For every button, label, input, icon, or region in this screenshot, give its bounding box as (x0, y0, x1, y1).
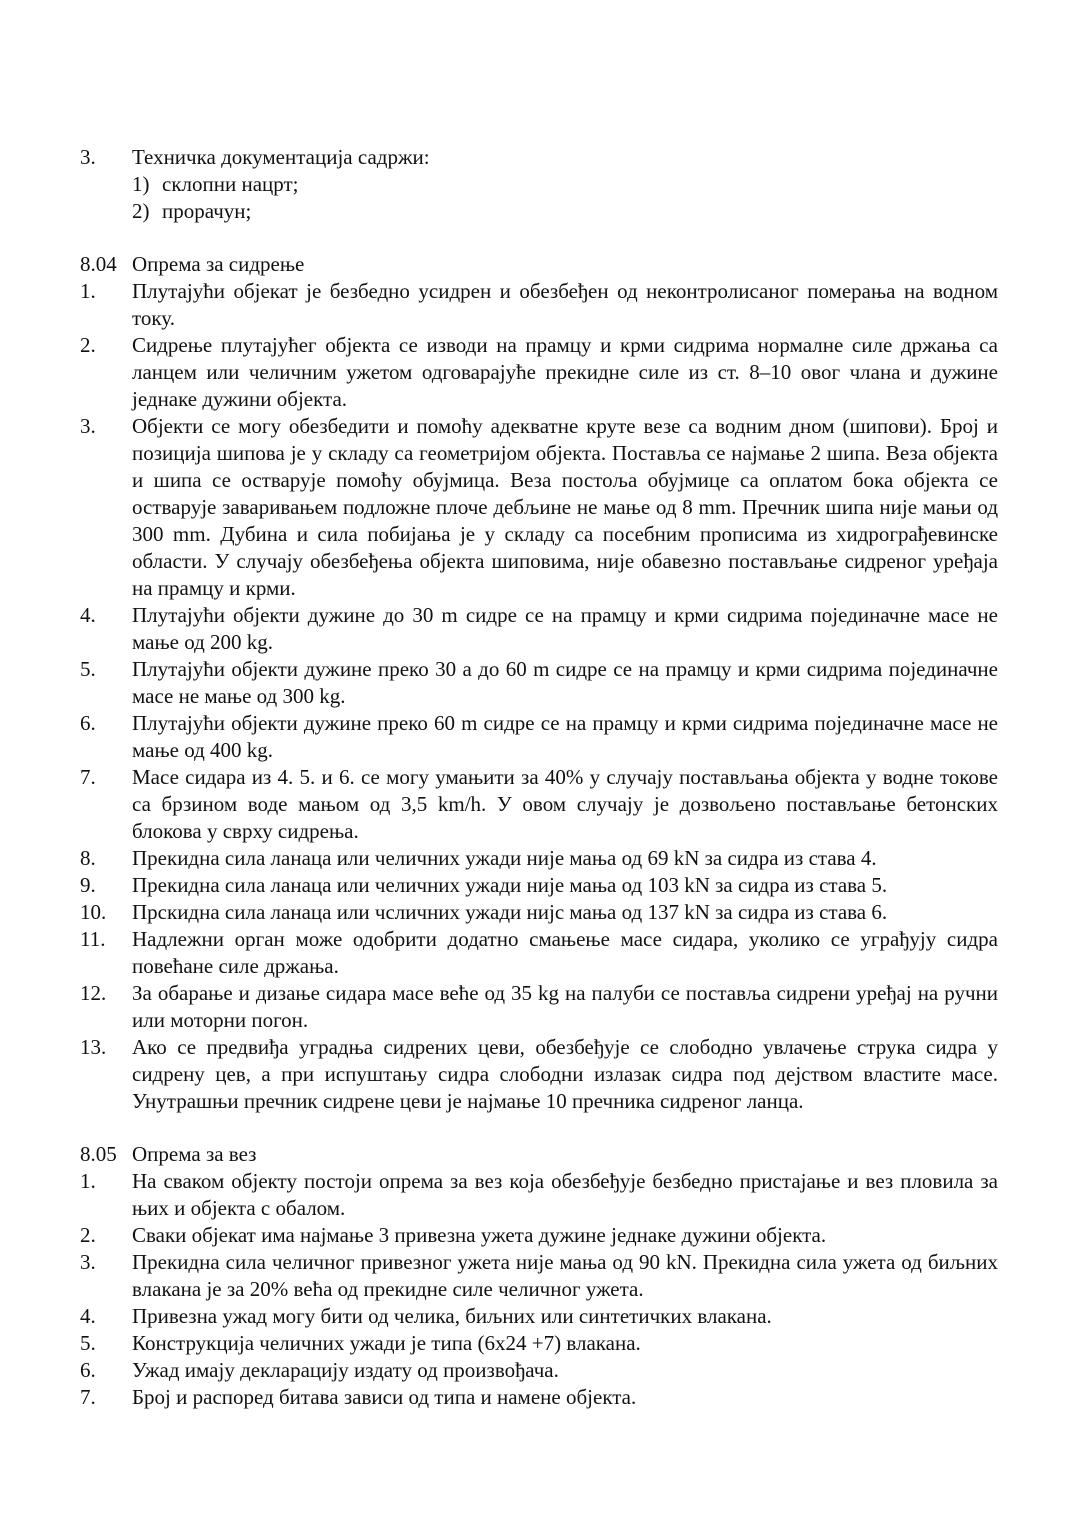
item-number: 5. (80, 657, 96, 681)
item-number: 6. (80, 1358, 96, 1382)
item-text: Привезна ужад могу бити од челика, биљних или синтетичких влакана. (132, 1304, 772, 1328)
item-number: 7. (80, 1385, 96, 1409)
item-text: Плутајући објекти дужине преко 60 m сидре се на прамцу и крми сидрима појединачне масе не мање од 400 kg. (132, 711, 998, 762)
item-number: 1. (80, 279, 96, 303)
item-number: 6. (80, 711, 96, 735)
list-item (80, 899, 998, 926)
list-item (80, 926, 998, 980)
list-item (80, 1222, 998, 1249)
item-text: Конструкција челичних ужади је типа (6x24 +7) влакана. (132, 1331, 641, 1355)
list-item (80, 656, 998, 710)
intro-item (80, 144, 998, 171)
section-heading (80, 1141, 998, 1168)
list-item (80, 872, 998, 899)
list-item (80, 764, 998, 845)
item-text: Сваки објекат има најмање 3 привезна ужета дужине једнаке дужини објекта. (132, 1223, 827, 1247)
item-number: 11. (80, 927, 106, 951)
section-title: Опрема за вез (132, 1142, 257, 1166)
item-number: 4. (80, 603, 96, 627)
item-text: Масе сидара из 4. 5. и 6. се могу умањити за 40% у случају постављања објекта у водне токове са брзином воде мањом од 3,5 km/h. У овом случају је дозвољено постављање бетонских блокова у сврху сидрења. (132, 765, 998, 843)
item-number: 2. (80, 333, 96, 357)
item-text: Надлежни орган може одобрити додатно смањење масе сидара, уколико се уграђују сидра повећане силе држања. (132, 927, 998, 978)
section-anchoring-equipment (80, 251, 998, 1115)
item-number: 10. (80, 900, 107, 924)
section-number: 8.05 (80, 1142, 117, 1166)
item-text: Ако се предвиђа уградња сидрених цеви, обезбеђује се слободно увлачење струка сидра у сидрену цев, а при испуштању сидра слободни излазак сидра под дејством властите масе. Унутрашњи пречник сидрене цеви је најмање 10 пречника сидреног ланца. (132, 1035, 998, 1113)
item-text: Техничка документација садржи: (132, 145, 430, 169)
intro-subitem (80, 198, 998, 225)
item-text: Плутајући објекти дужине преко 30 а до 60 m сидре се на прамцу и крми сидрима појединачне масе не мање од 300 kg. (132, 657, 998, 708)
item-number: 12. (80, 981, 107, 1005)
section-number: 8.04 (80, 252, 117, 276)
item-number: 3. (80, 1250, 96, 1274)
item-text: Сидрење плутајућег објекта се изводи на прамцу и крми сидрима нормалне силе држања са ланцем или челичним ужетом одговарајуће прекидне силе из ст. 8–10 овог члана и дужине једнаке дужини објекта. (132, 333, 998, 411)
item-text: Број и распоред битава зависи од типа и намене објекта. (132, 1385, 637, 1409)
list-item (80, 413, 998, 602)
list-item (80, 278, 998, 332)
item-number: 7. (80, 765, 96, 789)
item-text: Плутајући објекти дужине до 30 m сидре се на прамцу и крми сидрима појединачне масе не мање од 200 kg. (132, 603, 998, 654)
list-item (80, 1384, 998, 1411)
document-page (80, 144, 998, 1411)
section-title: Опрема за сидрење (132, 252, 305, 276)
item-number: 13. (80, 1035, 107, 1059)
item-text: Прекидна сила ланаца или челичних ужади није мања од 69 kN за сидра из става 4. (132, 846, 877, 870)
subitem-number: 2) (132, 199, 150, 223)
item-text: Објекти се могу обезбедити и помоћу адекватне круте везе са водним дном (шипови). Број и позиција шипова је у складу са геометријом објекта. Поставља се најмање 2 шипа. Веза објекта и шипа се остварује помоћу обујмица. Веза постоља обујмице са оплатом бока објекта се остварује заваривањем подложне плоче дебљине не мање од 8 mm. Пречник шипа није мањи од 300 mm. Дубина и сила побијања је у складу са посебним прописима из хидрограђевинске области. У случају обезбеђења објекта шиповима, није обавезно постављање сидреног уређаја на прамцу и крми. (132, 414, 998, 600)
item-number: 8. (80, 846, 96, 870)
item-number: 5. (80, 1331, 96, 1355)
list-item (80, 845, 998, 872)
list-item (80, 1357, 998, 1384)
item-text: Прекидна сила ланаца или челичних ужади није мања од 103 kN за сидра из става 5. (132, 873, 888, 897)
list-item (80, 1249, 998, 1303)
item-text: Плутајући објекат је безбедно усидрен и обезбеђен од неконтролисаног померања на водном току. (132, 279, 998, 330)
item-number: 3. (80, 414, 96, 438)
item-number: 4. (80, 1304, 96, 1328)
list-item (80, 1303, 998, 1330)
list-item (80, 1034, 998, 1115)
subitem-number: 1) (132, 172, 150, 196)
item-number: 3. (80, 145, 96, 169)
item-text: Ужад имају декларацију издату од произвођача. (132, 1358, 559, 1382)
list-item (80, 332, 998, 413)
subitem-text: склопни нацрт; (162, 172, 299, 196)
list-item (80, 1330, 998, 1357)
item-text: Прскидна сила ланаца или чсличних ужади нијс мања од 137 kN за сидра из става 6. (132, 900, 888, 924)
item-number: 1. (80, 1169, 96, 1193)
list-item (80, 980, 998, 1034)
item-text: За обарање и дизање сидара масе веће од 35 kg на палуби се поставља сидрени уређај на ручни или моторни погон. (132, 981, 998, 1032)
subitem-text: прорачун; (162, 199, 252, 223)
section-heading (80, 251, 998, 278)
item-text: На сваком објекту постоји опрема за вез која обезбеђује безбедно пристајање и вез пловила за њих и објекта с обалом. (132, 1169, 998, 1220)
item-number: 2. (80, 1223, 96, 1247)
item-number: 9. (80, 873, 96, 897)
item-text: Прекидна сила челичног привезног ужета није мања од 90 kN. Прекидна сила ужета од биљних влакана је за 20% већа од прекидне силе челичног ужета. (132, 1250, 998, 1301)
intro-subitem (80, 171, 998, 198)
section-mooring-equipment (80, 1141, 998, 1411)
list-item (80, 602, 998, 656)
list-item (80, 710, 998, 764)
list-item (80, 1168, 998, 1222)
